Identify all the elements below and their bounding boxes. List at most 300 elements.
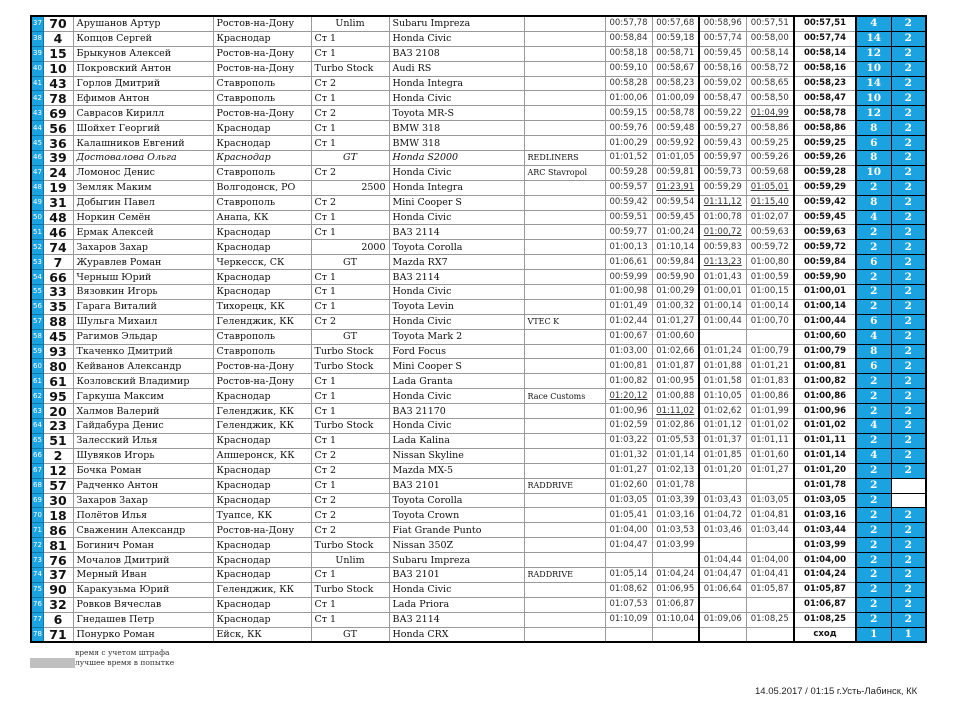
row-index [31,16,43,31]
attempt-time-1-text: 01:06,61 [609,256,648,267]
city [213,31,311,46]
attempt-time-3 [699,508,746,523]
driver-name-text: Ермак Алексей [76,226,154,238]
points-2-text: 2 [904,181,912,194]
attempt-time-2 [652,553,699,568]
legend-penalty-label: время с учетом штрафа [75,648,170,657]
team [524,270,605,285]
attempt-time-1-text: 01:02,60 [609,480,648,491]
attempt-time-4 [746,329,794,344]
attempt-time-4 [746,106,794,121]
row-index-text: 72 [33,540,42,549]
table-row [31,478,926,493]
best-time [794,121,856,136]
attempt-time-1-text: 01:01,52 [609,152,648,163]
attempt-time-1-text: 00:59,77 [609,226,648,237]
city-text: Тихорецк, КК [216,301,285,313]
class-text: Ст 2 [314,524,337,536]
team [524,612,605,627]
row-index-text: 50 [33,213,42,222]
city-text: Краснодар [216,554,271,566]
points-1-text: 2 [870,434,878,447]
class-text: GT [343,152,357,164]
driver-name-text: Калашников Евгений [76,137,185,149]
class-text: Ст 2 [314,78,337,89]
team [524,285,605,300]
team [524,567,605,582]
attempt-time-4-text: 01:01,11 [750,435,789,446]
class-text: Ст 1 [314,48,337,60]
best-time-text: 01:04,00 [803,554,847,565]
city-text: Ростов-на-Дону [216,524,295,536]
best-time-text: 01:00,14 [803,301,847,312]
attempt-time-2-text: 00:59,48 [656,122,695,133]
car-number-text: 81 [49,537,67,553]
attempt-time-2 [652,165,699,180]
city-text: Ставрополь [216,167,276,179]
best-time-text: 00:59,45 [803,212,847,223]
city [213,225,311,240]
attempt-time-3 [699,627,746,642]
attempt-time-3-text: 01:04,72 [703,509,742,520]
row-index-text: 62 [33,391,42,400]
city-text: Ростов-на-Дону [216,360,295,372]
car-number-text: 57 [49,478,67,493]
class-text: Ст 1 [314,226,337,238]
table-row [31,16,926,31]
team [524,299,605,314]
car-model [389,299,524,314]
attempt-time-2-text: 01:00,09 [656,92,695,103]
row-index-text: 69 [33,495,42,504]
team [524,389,605,404]
attempt-time-1 [605,538,652,553]
points-1-text: 2 [870,300,878,313]
team [524,16,605,31]
class [311,493,389,508]
attempt-time-1 [605,76,652,91]
points-2 [891,582,926,597]
best-time [794,329,856,344]
attempt-time-4 [746,91,794,106]
points-1-text: 12 [866,47,882,60]
row-index [31,61,43,76]
points-1-text: 4 [870,211,878,224]
city-text: Ростов-на-Дону [216,18,295,30]
attempt-time-4-text: 01:00,70 [750,316,789,327]
class-text: Ст 1 [314,271,337,283]
city [213,463,311,478]
driver-name [73,374,213,389]
city-text: Краснодар [216,494,271,506]
driver-name [73,106,213,121]
class-text: Turbo Stock [314,584,374,596]
driver-name-text: Залесский Илья [76,435,158,447]
points-1-text: 2 [870,285,878,298]
attempt-time-2 [652,344,699,359]
attempt-time-3 [699,76,746,91]
attempt-time-4-text: 00:58,72 [750,63,789,74]
best-time-text: 00:59,29 [803,182,847,193]
class [311,314,389,329]
team-text: ARC Stavropol [527,168,588,178]
team [524,91,605,106]
attempt-time-2-text: 00:59,92 [656,137,695,148]
best-time-text: 01:00,60 [803,331,847,342]
attempt-time-3-text: 01:04,44 [703,554,742,565]
team [524,225,605,240]
row-index-text: 43 [33,108,42,117]
car-model [389,210,524,225]
attempt-time-2-text: 00:59,81 [656,167,695,178]
attempt-time-3 [699,433,746,448]
driver-name-text: Кейванов Александр [76,360,182,372]
attempt-time-1 [605,299,652,314]
points-2-text: 1 [904,627,912,640]
attempt-time-4-text: 01:01,21 [750,360,789,371]
points-2 [891,463,926,478]
points-2-text: 2 [904,523,912,536]
car-model-text: Mazda MX-5 [392,465,454,477]
points-1-text: 2 [870,404,878,417]
car-number [43,448,73,463]
class-text: Ст 1 [314,390,337,402]
attempt-time-4 [746,567,794,582]
attempt-time-3-text: 01:11,12 [703,197,742,208]
attempt-time-1-text: 01:04,47 [609,539,648,550]
attempt-time-1-text: 01:10,09 [609,614,648,625]
class [311,478,389,493]
car-model-text: Lada Granta [392,375,453,387]
points-2-text: 2 [904,240,912,253]
best-time [794,91,856,106]
attempt-time-1 [605,121,652,136]
class [311,329,389,344]
row-index-text: 55 [33,287,42,296]
class [311,433,389,448]
team [524,180,605,195]
attempt-time-3-text: 00:57,74 [703,33,742,44]
points-2 [891,285,926,300]
points-2 [891,270,926,285]
points-2 [891,255,926,270]
attempt-time-3-text: 01:01,24 [703,346,742,357]
points-1-text: 2 [870,493,878,506]
class [311,419,389,434]
attempt-time-3 [699,419,746,434]
car-number-text: 93 [49,344,67,359]
best-time [794,567,856,582]
attempt-time-1 [605,285,652,300]
points-2 [891,627,926,642]
row-index [31,240,43,255]
points-1-text: 4 [870,330,878,343]
points-1 [856,389,891,404]
attempt-time-1 [605,419,652,434]
car-model [389,165,524,180]
attempt-time-2 [652,225,699,240]
city-text: Волгодонск, РО [216,182,296,194]
car-model [389,523,524,538]
car-model-text: Subaru Impreza [392,554,471,566]
car-number [43,508,73,523]
team [524,374,605,389]
row-index-text: 51 [33,227,42,236]
team [524,463,605,478]
attempt-time-3-text: 01:01,58 [703,375,742,386]
attempt-time-3-text: 01:02,62 [703,405,742,416]
car-model [389,389,524,404]
car-number [43,419,73,434]
city-text: Ростов-на-Дону [216,63,295,75]
city [213,329,311,344]
driver-name-text: Рагимов Эльдар [76,331,158,343]
attempt-time-2 [652,91,699,106]
attempt-time-2-text: 00:58,71 [656,48,695,59]
car-number-text: 90 [49,582,67,598]
driver-name [73,285,213,300]
points-1-text: 2 [870,240,878,253]
car-number-text: 78 [49,90,67,106]
attempt-time-4-text: 01:08,25 [750,614,789,625]
class-text: Ст 1 [314,480,337,492]
attempt-time-2 [652,285,699,300]
row-index [31,419,43,434]
driver-name [73,195,213,210]
attempt-time-2-text: 01:01,87 [656,360,695,371]
class-text: Unlim [335,18,365,30]
city [213,61,311,76]
team [524,46,605,61]
car-number [43,493,73,508]
car-number [43,612,73,627]
driver-name-text: Брыкунов Алексей [76,48,172,60]
team [524,195,605,210]
attempt-time-1-text: 01:02,44 [609,316,648,327]
car-model-text: Honda Civic [392,584,452,596]
points-2 [891,344,926,359]
class-text: 2000 [361,241,386,253]
attempt-time-1 [605,91,652,106]
attempt-time-4-text: 01:02,07 [750,212,789,223]
points-2 [891,538,926,553]
attempt-time-4-text: 00:59,68 [750,167,789,178]
driver-name-text: Арушанов Артур [76,18,161,30]
driver-name [73,165,213,180]
table-row [31,419,926,434]
row-index-text: 39 [33,49,42,58]
class-text: Ст 2 [314,509,337,521]
attempt-time-1 [605,16,652,31]
driver-name-text: Черныш Юрий [76,271,152,283]
points-1-text: 6 [870,255,878,268]
attempt-time-1 [605,612,652,627]
attempt-time-4-text: 01:01,60 [750,450,789,461]
city [213,240,311,255]
city [213,404,311,419]
car-model-text: Audi RS [392,63,432,75]
attempt-time-4 [746,285,794,300]
car-number [43,31,73,46]
team [524,538,605,553]
car-model [389,195,524,210]
best-time [794,493,856,508]
table-row [31,136,926,151]
attempt-time-2 [652,329,699,344]
car-model-text: ВАЗ 21170 [392,405,446,417]
attempt-time-4 [746,46,794,61]
driver-name [73,91,213,106]
car-model-text: Honda Civic [392,390,452,402]
car-number-text: 30 [49,493,67,508]
car-number-text: 51 [49,433,67,449]
attempt-time-4-text: 01:03,44 [750,524,789,535]
attempt-time-1-text: 01:01,32 [609,450,648,461]
best-time [794,151,856,166]
points-1-text: 2 [870,508,878,521]
best-time [794,225,856,240]
city [213,165,311,180]
points-2 [891,523,926,538]
city-text: Краснодар [216,465,271,477]
class [311,165,389,180]
row-index-text: 54 [33,272,42,281]
car-number [43,16,73,31]
attempt-time-1-text: 01:00,98 [609,286,648,297]
car-number [43,106,73,121]
footer-date-location: 14.05.2017 / 01:15 г.Усть-Лабинск, КК [755,686,918,697]
best-time [794,31,856,46]
class [311,612,389,627]
row-index [31,106,43,121]
points-1 [856,46,891,61]
attempt-time-2 [652,419,699,434]
table-row [31,225,926,240]
row-index-text: 65 [33,436,42,445]
attempt-time-1 [605,255,652,270]
row-index [31,270,43,285]
row-index [31,165,43,180]
points-2-text: 2 [904,404,912,417]
attempt-time-4 [746,597,794,612]
row-index-text: 57 [33,317,42,326]
points-1-text: 6 [870,136,878,149]
car-model [389,106,524,121]
driver-name-text: Шульга Михаил [76,316,158,328]
car-model-text: Nissan 350Z [392,539,454,551]
attempt-time-3-text: 01:00,01 [703,286,742,297]
attempt-time-1-text: 01:07,53 [609,599,648,610]
attempt-time-3 [699,16,746,31]
best-time-text: 01:00,86 [803,390,847,401]
team [524,478,605,493]
points-1 [856,523,891,538]
class-text: GT [343,256,357,268]
points-1 [856,255,891,270]
attempt-time-1-text: 00:59,99 [609,271,648,282]
car-number-text: 35 [49,299,67,315]
driver-name [73,151,213,166]
attempt-time-1 [605,225,652,240]
attempt-time-4 [746,404,794,419]
city-text: Краснодар [216,480,271,492]
city-text: Краснодар [216,435,271,447]
best-time-text: 00:57,74 [803,33,847,44]
car-model [389,538,524,553]
points-1 [856,195,891,210]
attempt-time-2 [652,255,699,270]
class-text: Ст 2 [314,494,337,506]
row-index-text: 41 [33,79,42,87]
points-2-text: 2 [904,47,912,60]
attempt-time-2 [652,31,699,46]
car-model [389,121,524,136]
points-1-text: 8 [870,121,878,134]
driver-name-text: Гайдабура Денис [76,420,164,432]
car-model [389,344,524,359]
class [311,374,389,389]
table-row [31,493,926,508]
driver-name [73,538,213,553]
attempt-time-1 [605,165,652,180]
best-time [794,180,856,195]
points-1 [856,76,891,91]
attempt-time-4-text: 01:00,14 [750,301,789,312]
class-text: Ст 2 [314,167,337,179]
car-model [389,404,524,419]
city [213,538,311,553]
points-2 [891,433,926,448]
driver-name [73,255,213,270]
car-model-text: Toyota MR-S [392,107,455,119]
car-model-text: Lada Priora [392,599,450,611]
car-number [43,374,73,389]
attempt-time-3 [699,493,746,508]
car-model [389,314,524,329]
row-index-text: 45 [33,138,42,147]
attempt-time-3-text: 01:03,46 [703,524,742,535]
row-index [31,180,43,195]
city-text: Краснодар [216,271,271,283]
points-1-text: 10 [866,166,882,179]
points-2-text: 2 [904,285,912,298]
table-row [31,180,926,195]
best-time [794,627,856,642]
car-number [43,627,73,642]
attempt-time-2-text: 01:01,27 [656,316,695,327]
car-model [389,419,524,434]
attempt-time-2 [652,404,699,419]
class [311,106,389,121]
driver-name [73,567,213,582]
row-index-text: 52 [33,242,42,251]
attempt-time-2 [652,463,699,478]
points-2 [891,359,926,374]
attempt-time-4-text: 00:59,72 [750,241,789,252]
car-model-text: Toyota Levin [392,301,454,313]
table-row [31,329,926,344]
attempt-time-3 [699,582,746,597]
row-index-text: 77 [33,615,42,624]
points-1-text: 2 [870,389,878,402]
city [213,359,311,374]
points-1-text: 8 [870,151,878,164]
driver-name-text: Гнедашев Петр [76,614,155,626]
attempt-time-1 [605,478,652,493]
driver-name-text: Мочалов Дмитрий [76,554,170,566]
car-model [389,508,524,523]
table-row [31,31,926,46]
